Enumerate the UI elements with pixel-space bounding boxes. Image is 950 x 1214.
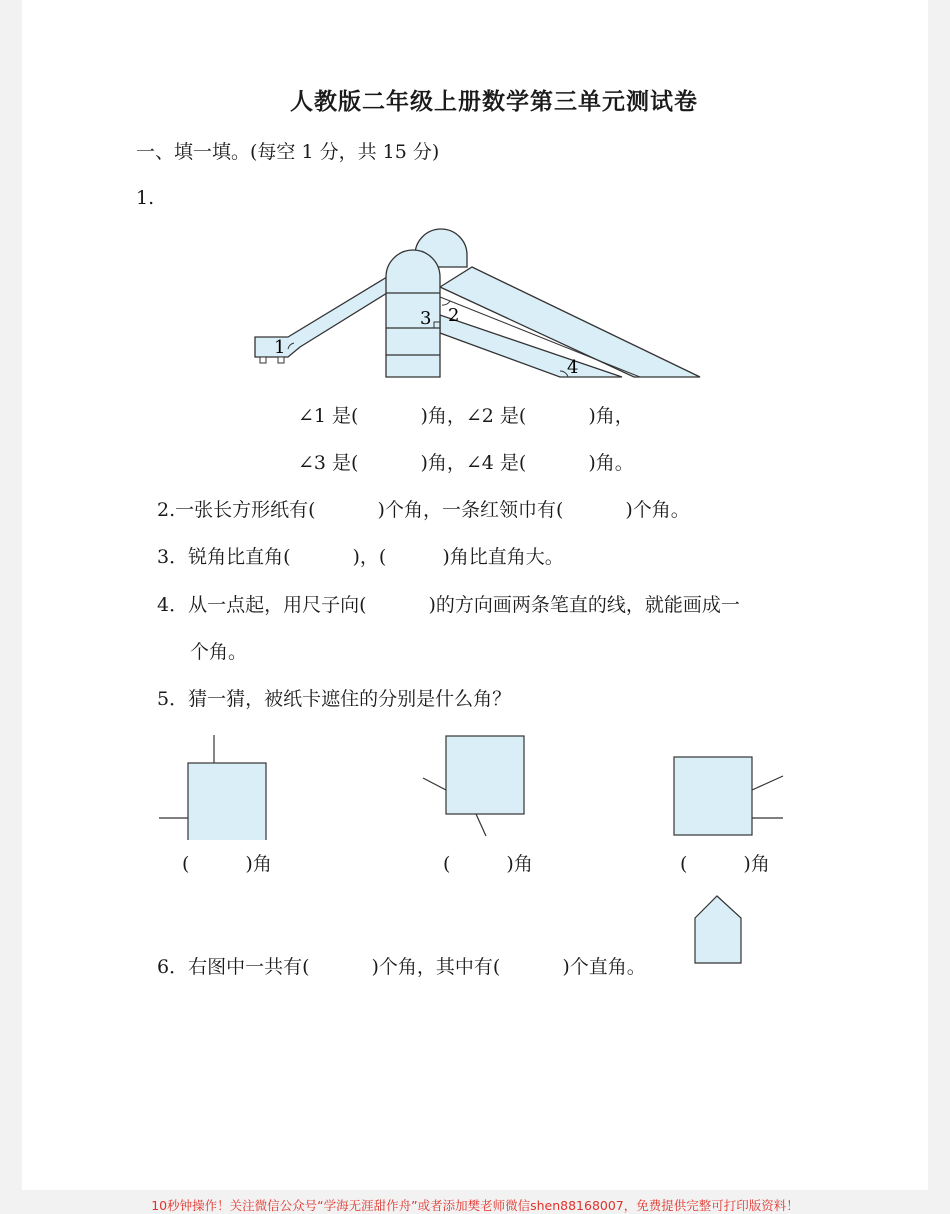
question-4: 4．从一点起，用尺子向( )的方向画两条笔直的线，就能画成一 [157, 594, 740, 616]
pentagon-house-figure [690, 892, 746, 968]
question-5-answer-1: ( )角 [182, 853, 272, 875]
question-1-row-2: ∠3 是( )角，∠4 是( )角。 [298, 452, 634, 474]
question-5-answer-3: ( )角 [680, 853, 770, 875]
page-title: 人教版二年级上册数学第三单元测试卷 [290, 89, 698, 115]
card-figure-1 [159, 735, 266, 840]
card-figure-3 [674, 757, 783, 835]
slide-figure [250, 225, 710, 385]
question-3: 3．锐角比直角( )，( )角比直角大。 [157, 546, 564, 568]
question-1-row-1: ∠1 是( )角，∠2 是( )角， [298, 405, 634, 427]
question-4-line-2: 个角。 [190, 641, 248, 663]
question-5-answer-2: ( )角 [443, 853, 533, 875]
angle-label-3: 3 [420, 308, 432, 329]
card-figure-2 [423, 736, 524, 836]
section-heading: 一、填一填。(每空 1 分，共 15 分) [136, 141, 440, 163]
question-6: 6．右图中一共有( )个角，其中有( )个直角。 [157, 956, 646, 978]
angle-label-4: 4 [567, 357, 579, 378]
angle-label-1: 1 [274, 337, 286, 358]
question-1-number: 1. [136, 187, 155, 209]
covered-angles-figures [155, 730, 795, 840]
footer-notice: 10秒钟操作！关注微信公众号“学海无涯甜作舟”或者添加樊老师微信shen88168007，免费提供完整可打印版资料！ [151, 1198, 799, 1213]
angle-label-2: 2 [448, 305, 460, 326]
question-2: 2.一张长方形纸有( )个角，一条红领巾有( )个角。 [157, 499, 690, 521]
question-5: 5．猜一猜，被纸卡遮住的分别是什么角？ [157, 688, 512, 710]
